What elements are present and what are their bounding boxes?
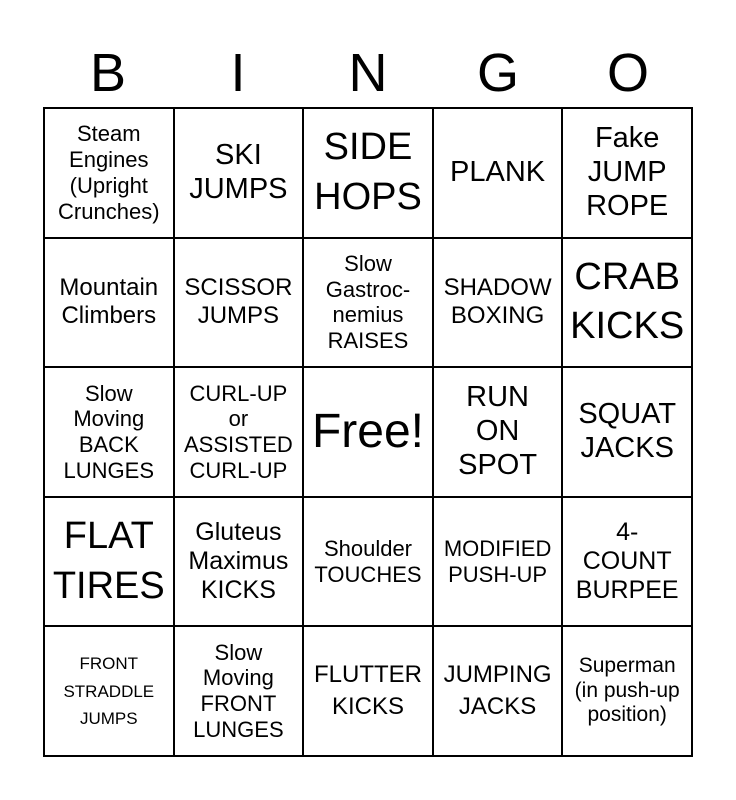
bingo-cell[interactable]: [434, 627, 564, 757]
cell-text: Slow Moving BACK LUNGES: [63, 380, 155, 483]
cell-text: FLUTTER KICKS: [313, 660, 422, 721]
header-letter-b: B: [89, 43, 127, 103]
header-letter-g: G: [476, 43, 519, 103]
bingo-cell[interactable]: [304, 627, 434, 757]
bingo-cell[interactable]: [45, 368, 175, 498]
cell-text: Steam Engines (Upright Crunches): [58, 121, 160, 224]
bingo-cell[interactable]: [175, 627, 305, 757]
bingo-cell[interactable]: [45, 239, 175, 369]
bingo-cell[interactable]: [175, 498, 305, 628]
cell-text: JUMPING JACKS: [443, 660, 552, 721]
bingo-cell[interactable]: [563, 498, 693, 628]
cell-text: FLAT TIRES: [52, 515, 165, 607]
bingo-board: [43, 107, 693, 757]
bingo-cell[interactable]: [563, 109, 693, 239]
cell-text: SIDE HOPS: [314, 126, 422, 218]
bingo-cell[interactable]: [45, 109, 175, 239]
cell-text: Gluteus Maximus KICKS: [188, 517, 289, 605]
bingo-cell[interactable]: [563, 368, 693, 498]
bingo-cell[interactable]: [304, 498, 434, 628]
bingo-header: [43, 40, 693, 106]
bingo-cell[interactable]: [563, 627, 693, 757]
cell-text: SQUAT JACKS: [578, 398, 677, 464]
bingo-cell[interactable]: [175, 109, 305, 239]
bingo-cell[interactable]: [175, 368, 305, 498]
cell-text: Shoulder TOUCHES: [314, 535, 422, 587]
cell-text: FRONT STRADDLE JUMPS: [63, 654, 155, 728]
cell-text: CRAB KICKS: [570, 256, 685, 348]
bingo-cell[interactable]: [434, 239, 564, 369]
cell-text: RUN ON SPOT: [458, 381, 538, 481]
header-letter-o: O: [606, 43, 649, 103]
cell-text: Mountain Climbers: [59, 274, 159, 330]
free-space-label: Free!: [311, 404, 424, 458]
header-letter-n: N: [348, 43, 388, 103]
bingo-cell[interactable]: [304, 239, 434, 369]
cell-text: 4-COUNT BURPEE: [575, 517, 679, 605]
bingo-cell[interactable]: [45, 498, 175, 628]
cell-text: Slow Moving FRONT LUNGES: [193, 639, 284, 742]
cell-text: MODIFIED PUSH-UP: [443, 535, 552, 587]
cell-text: PLANK: [450, 155, 546, 188]
header-letter-i: I: [230, 43, 246, 103]
bingo-cell[interactable]: [563, 239, 693, 369]
cell-text: Superman (in push-up position): [574, 654, 680, 727]
bingo-cell[interactable]: [304, 109, 434, 239]
cell-text: SCISSOR JUMPS: [184, 274, 293, 330]
bingo-cell[interactable]: [45, 627, 175, 757]
cell-text: CURL-UP or ASSISTED CURL-UP: [183, 380, 293, 483]
bingo-cell-free[interactable]: [304, 368, 434, 498]
cell-text: Slow Gastroc-nemius RAISES: [325, 250, 411, 354]
cell-text: SHADOW BOXING: [443, 274, 552, 330]
bingo-cell[interactable]: [434, 498, 564, 628]
bingo-cell[interactable]: [434, 368, 564, 498]
bingo-cell[interactable]: [175, 239, 305, 369]
bingo-cell[interactable]: [434, 109, 564, 239]
cell-text: SKI JUMPS: [189, 138, 288, 205]
cell-text: Fake JUMP ROPE: [586, 121, 669, 222]
